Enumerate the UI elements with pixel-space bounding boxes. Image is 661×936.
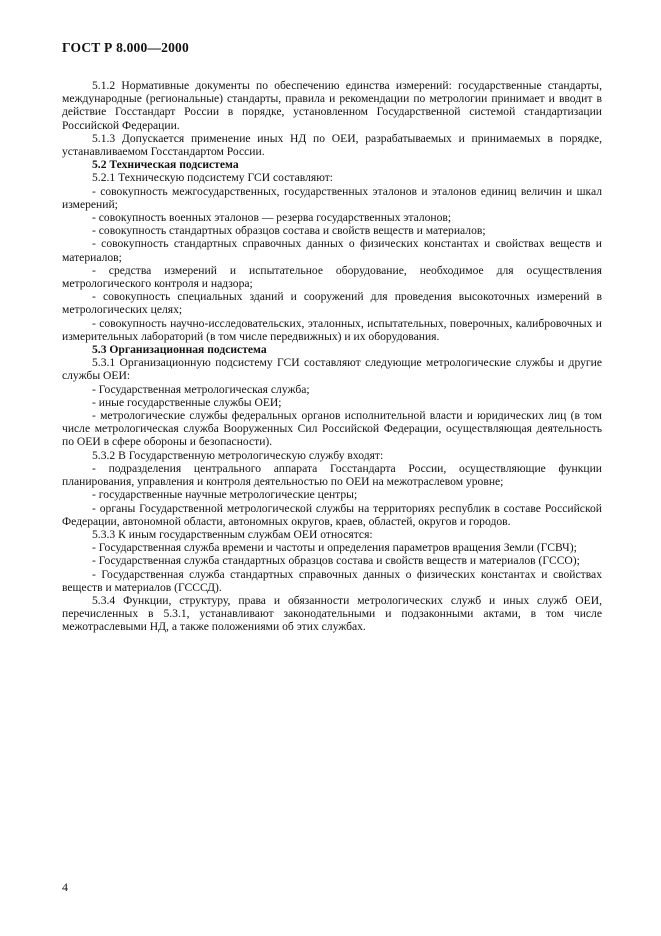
document-body (62, 79, 602, 634)
section-heading-5-3: 5.3 Организационная подсистема (92, 343, 267, 357)
list-item: - Государственная служба стандартных справочных данных о физических константах и свойствах веществ и материалов (ГСССД). (62, 567, 602, 594)
paragraph-5-1-3: 5.1.3 Допускается применение иных НД по ОЕИ, разрабатываемых и принимаемых в порядке, устанавливаемом Госстандартом России. (62, 131, 602, 159)
list-item: - совокупность стандартных образцов состава и свойств веществ и материалов; (92, 224, 486, 238)
paragraph-5-3-3: 5.3.3 К иным государственным службам ОЕИ относятся: (92, 527, 373, 541)
paragraph-5-1-2: 5.1.2 Нормативные документы по обеспечению единства измерений: государственные стандарты, международные (региональные) стандарты, правила и рекомендации по метрологии принимает и вводит в действие Госстандарт России в порядке, установленном Государственной системой стандартизации Российской Федерации. (62, 79, 602, 132)
list-item: - Государственная служба времени и частоты и определения параметров вращения Земли (ГСВЧ); (92, 541, 577, 555)
paragraph-5-3-2: 5.3.2 В Государственную метрологическую службу входят: (92, 448, 384, 462)
document-header: ГОСТ Р 8.000—2000 (62, 40, 189, 55)
list-item: - подразделения центрального аппарата Госстандарта России, осуществляющие функции планирования, управления и контроля деятельностью по ОЕИ на межотраслевом уровне; (62, 461, 602, 489)
list-item: - совокупность специальных зданий и сооружений для проведения высокоточных измерений в метрологических целях; (62, 290, 602, 317)
list-item: - Государственная служба стандартных образцов состава и свойств веществ и материалов (ГССО); (92, 554, 580, 568)
list-item: - иные государственные службы ОЕИ; (92, 395, 282, 409)
paragraph-5-3-4: 5.3.4 Функции, структуру, права и обязанности метрологических служб и иных служб ОЕИ, перечисленных в 5.3.1, устанавливают законодательными и подзаконными актами, в том числе межотраслевыми НД, а также положениями об этих службах. (62, 593, 602, 634)
list-item: - совокупность межгосударственных, государственных эталонов и эталонов единиц величин и шкал измерений; (62, 184, 602, 211)
page-number: 4 (62, 880, 68, 894)
list-item: - органы Государственной метрологической службы на территориях республик в составе Российской Федерации, автономной области, автономных округов, краев, областей, округов и городов. (62, 501, 602, 528)
paragraph-5-3-1: 5.3.1 Организационную подсистему ГСИ составляют следующие метрологические службы и другие службы ОЕИ: (62, 356, 602, 383)
list-item: - Государственная метрологическая служба; (92, 382, 310, 396)
section-heading-5-2: 5.2 Техническая подсистема (92, 158, 239, 172)
paragraph-5-2-1: 5.2.1 Техническую подсистему ГСИ составляют: (92, 171, 333, 185)
list-item: - совокупность стандартных справочных данных о физических константах и свойствах веществ и материалов; (62, 237, 602, 264)
list-item: - совокупность военных эталонов — резерва государственных эталонов; (92, 211, 452, 225)
list-item: - государственные научные метрологические центры; (92, 488, 358, 502)
list-item: - средства измерений и испытательное оборудование, необходимое для осуществления метрологического контроля и надзора; (62, 263, 602, 291)
list-item: - метрологические службы федеральных органов исполнительной власти и юридических лиц (в том числе метрологическая служба Вооруженных Сил Российской Федерации, осуществляющая деятельность по ОЕИ в сфере обороны и безопасности). (62, 409, 602, 449)
list-item: - совокупность научно-исследовательских, эталонных, испытательных, поверочных, калибровочных и измерительных лабораторий (в том числе передвижных) и их оборудования. (62, 316, 602, 343)
